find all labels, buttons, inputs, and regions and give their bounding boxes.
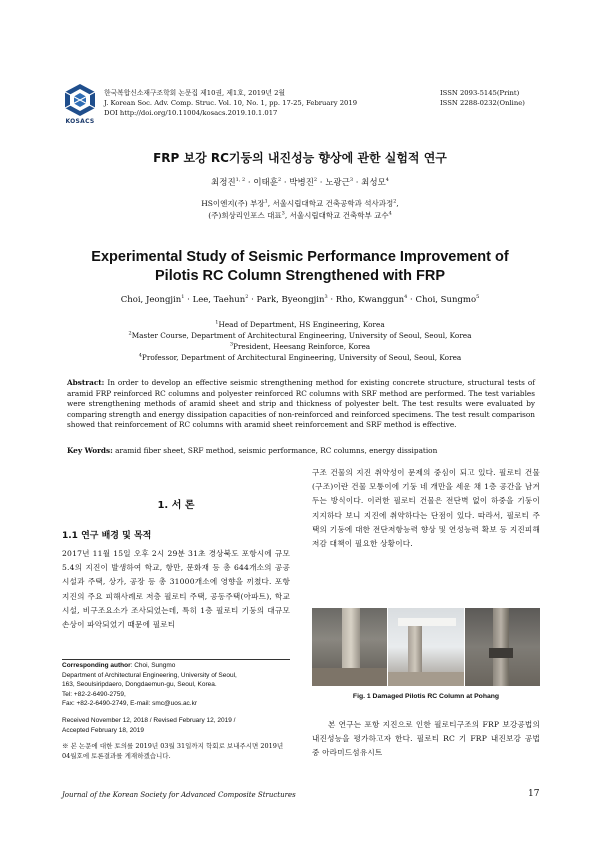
damaged-column-photo-3 xyxy=(465,608,540,686)
issn-online: ISSN 2288-0232(Online) xyxy=(440,99,525,107)
author-name: 노광근 xyxy=(325,178,350,188)
author-sup: 4 xyxy=(385,177,389,184)
issn-block xyxy=(440,88,560,108)
affiliations-english xyxy=(40,319,560,363)
author-sup: 2 xyxy=(277,177,282,184)
affiliation-line: $^4$Professor, Department of Architectural Engineering, University of Seoul, Seoul, Korea xyxy=(138,352,462,362)
author-sup: 2 xyxy=(313,177,318,184)
keywords-label: Key Words: xyxy=(67,446,113,455)
damaged-column-photo-1 xyxy=(312,608,387,686)
issn-print: ISSN 2093-5145(Print) xyxy=(440,89,520,97)
logo-text: KOSACS xyxy=(65,118,95,125)
abstract xyxy=(67,378,535,431)
keywords xyxy=(67,446,535,457)
corresponding-author: Corresponding author: Choi, Sungmo Department of Architectural Engineering, University of Seoul, 163, Seoulsiripdaero, Dongdaemun-gu, Seoul, Korea. Tel: +82-2-6490-2759, Fax: +82-2-6490-2749, E-mail: smc@uos.ac.kr xyxy=(62,662,237,707)
doi-link[interactable]: DOI http://doi.org/10.11004/kosacs.2019.10.1.017 xyxy=(104,109,278,117)
section-heading: 1. 서 론 xyxy=(157,500,195,511)
body-text-left: 2017년 11월 15일 오후 2시 29분 31초 경상북도 포항시에 규모 5.4의 지진이 발생하여 학교, 항만, 문화재 등 총 644개소의 공공시설과 주택, 상가, 공장 등 총 31000개소에 영향을 끼쳤다. 포항지진의 주요 피해사례로 저층 필로티 주택, 공동주택(아파트), 학교시설, 비구조요소가 조사되었는데, 특히 1층 필로티 기둥의 대규모 손상이 파악되었기 때문에 필로티 xyxy=(62,549,290,630)
title-korean: FRP 보강 RC기둥의 내진성능 향상에 관한 실험적 연구 xyxy=(153,151,447,165)
page-number: 17 xyxy=(528,789,540,799)
subsection-heading: 1.1 연구 배경 및 목적 xyxy=(62,531,152,541)
title-english: Experimental Study of Seismic Performance Improvement of Pilotis RC Column Strengthened with FRP xyxy=(91,249,509,284)
journal-name-en: J. Korean Soc. Adv. Comp. Struc. Vol. 10, No. 1, pp. 17-25, February 2019 xyxy=(104,99,358,107)
journal-name-ko: 한국복합신소재구조학회 논문집 제10권, 제1호, 2019년 2월 xyxy=(104,89,286,97)
authors-korean: 최정진$^{1, 2}$ · 이태훈$^2$ · 박병진$^2$ · 노광근$^3$ · 최성모$^4$ xyxy=(211,177,389,188)
corresponding-label: Corresponding author xyxy=(62,662,131,669)
discussion-note: ※ 본 논문에 대한 토의를 2019년 03월 31일까지 학회로 보내주시면 2019년 04월호에 토론결과를 게재하겠습니다. xyxy=(62,742,284,760)
damaged-column-photo-2 xyxy=(388,608,463,686)
author-name: 이태훈 xyxy=(253,178,278,188)
affiliation-line: $^3$President, Heesang Reinforce, Korea xyxy=(229,341,371,351)
keywords-text: aramid fiber sheet, SRF method, seismic performance, RC columns, energy dissipation xyxy=(112,446,438,455)
footnote-divider xyxy=(62,659,290,660)
author-name: 최정진 xyxy=(211,178,236,188)
authors-english: Choi, Jeongjin$^1$ · Lee, Taehun$^2$ · Park, Byeongjin$^3$ · Rho, Kwanggun$^4$ · Choi, Sungmo$^5$ xyxy=(120,294,480,305)
affiliations-korean: HS이엔지(주) 부장$^1$, 서울시립대학교 건축공학과 석사과정$^2$, (주)희상리인포스 대표$^3$, 서울시립대학교 건축학부 교수$^4$ xyxy=(201,198,399,220)
author-name: 최성모 xyxy=(361,178,386,188)
author-sup: 1, 2 xyxy=(235,177,246,184)
affiliation-line: $^1$Head of Department, HS Engineering, Korea xyxy=(215,319,385,329)
abstract-label: Abstract: xyxy=(67,378,105,387)
footer-journal-name: Journal of the Korean Society for Advanced Composite Structures xyxy=(62,791,296,799)
kosacs-logo xyxy=(62,82,98,118)
affiliation-line: $^2$Master Course, Department of Architectural Engineering, University of Seoul, Seoul, Korea xyxy=(128,330,472,340)
figure-1 xyxy=(312,608,540,686)
received-dates: Received November 12, 2018 / Revised February 12, 2019 / Accepted February 18, 2019 xyxy=(62,717,236,734)
body-text-right-1: 구조 건물의 지진 취약성이 문제의 중심이 되고 있다. 필로티 건물(구조)이란 건물 모퉁이에 기둥 네 개만을 세운 채 1층 공간을 남겨두는 방식이다. 이러한 필로티 건물은 전단벽 없이 하중을 기둥이 지지하다 보니 지진에 취약하다는 단점이 있다. 따라서, 필로티 주택의 기둥에 대한 전단저항능력 향상 및 연성능력 확보 등 지진피해 저감 대책이 필요한 상황이다. xyxy=(312,468,540,549)
author-sup: 3 xyxy=(349,177,354,184)
abstract-text: In order to develop an effective seismic strengthening method for existing concrete structure, structural tests of aramid FRP reinforced RC columns and polyester reinforced RC columns with SRF method are performed. The test variables were strengthening methods of aramid sheet and strip and thickness of polyester belt. The test results were evaluated by comparing strength and energy dissipation capacities of non-reinforced and reinforced specimens. The test result comparison showed that reinforcement of RC columns with aramid sheet reinforcement and SRF method is effective. xyxy=(67,378,535,430)
author-name: 박병진 xyxy=(289,178,314,188)
body-text-right-2: 본 연구는 포항 지진으로 인한 필로티구조의 FRP 보강공법의 내진성능을 평가하고자 한다. 필로티 RC 기 FRP 내진보강 공법 중 아라미드섬유시트 xyxy=(312,720,540,758)
journal-header xyxy=(104,88,404,118)
figure-caption: Fig. 1 Damaged Pilotis RC Column at Pohang xyxy=(352,693,500,700)
